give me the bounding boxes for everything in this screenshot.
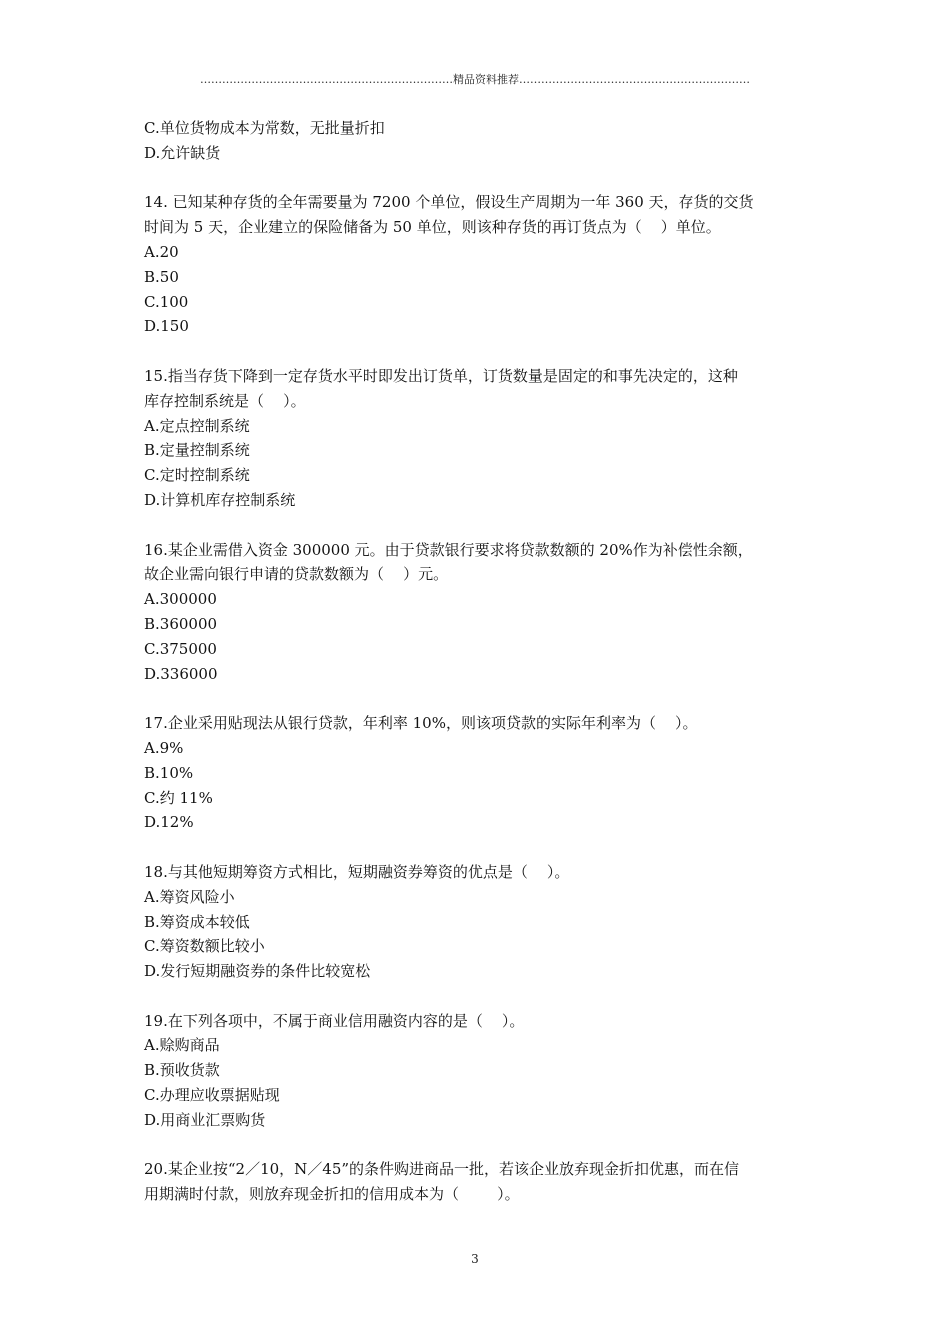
blank-line xyxy=(144,686,812,711)
blank-line xyxy=(144,339,812,364)
text-line: D.允许缺货 xyxy=(144,143,221,162)
text-line: 库存控制系统是（ ）。 xyxy=(144,391,306,410)
text-line: D.336000 xyxy=(144,664,218,683)
text-line: B.筹资成本较低 xyxy=(144,912,250,931)
text-line: D.计算机库存控制系统 xyxy=(144,490,296,509)
blank-line xyxy=(144,166,812,191)
text-line: C.375000 xyxy=(144,639,217,658)
text-line: C.筹资数额比较小 xyxy=(144,937,265,956)
text-line: A.300000 xyxy=(144,590,217,609)
page-number: 3 xyxy=(471,1252,479,1266)
page-header: ……………………………………………………………精品资料推荐……………………………………………………… xyxy=(200,73,750,86)
blank-line xyxy=(144,835,812,860)
text-line: B.预收货款 xyxy=(144,1061,220,1080)
text-line: A.9% xyxy=(144,738,184,757)
document-body xyxy=(144,116,812,1207)
text-line: 19.在下列各项中，不属于商业信用融资内容的是（ ）。 xyxy=(144,1011,525,1030)
text-line: D.发行短期融资券的条件比较宽松 xyxy=(144,962,371,981)
text-line: C.约 11% xyxy=(144,788,213,807)
blank-line xyxy=(144,984,812,1009)
text-line: D.用商业汇票购货 xyxy=(144,1110,266,1129)
text-line: 15.指当存货下降到一定存货水平时即发出订货单，订货数量是固定的和事先决定的，这种 xyxy=(144,366,738,385)
text-line: B.定量控制系统 xyxy=(144,441,250,460)
text-line: C.单位货物成本为常数，无批量折扣 xyxy=(144,119,385,137)
text-line: B.360000 xyxy=(144,614,218,633)
text-line: A.定点控制系统 xyxy=(144,416,250,435)
text-line: 14. 已知某种存货的全年需要量为 7200 个单位，假设生产周期为一年 360 天，存货的交货 xyxy=(144,193,754,212)
text-line: A.筹资风险小 xyxy=(144,887,235,906)
text-line: B.10% xyxy=(144,763,194,782)
text-line: A.赊购商品 xyxy=(144,1036,220,1055)
blank-line xyxy=(144,513,812,538)
text-line: 17.企业采用贴现法从银行贷款，年利率 10%，则该项贷款的实际年利率为（ ）。 xyxy=(144,714,698,733)
text-line: 18.与其他短期筹资方式相比，短期融资券筹资的优点是（ ）。 xyxy=(144,862,570,881)
text-line: C.100 xyxy=(144,292,189,311)
text-line: B.50 xyxy=(144,267,179,286)
text-line: D.12% xyxy=(144,813,194,832)
text-line: C.办理应收票据贴现 xyxy=(144,1086,280,1105)
text-line: A.20 xyxy=(144,242,179,261)
text-line: 16.某企业需借入资金 300000 元。由于贷款银行要求将贷款数额的 20%作为补偿性余额， xyxy=(144,540,753,559)
text-line: 时间为 5 天，企业建立的保险储备为 50 单位，则该种存货的再订货点为（ ）单位。 xyxy=(144,218,721,237)
text-line: 用期满时付款，则放弃现金折扣的信用成本为（ ）。 xyxy=(144,1185,520,1204)
blank-line xyxy=(144,1133,812,1158)
text-line: C.定时控制系统 xyxy=(144,466,250,485)
text-line: D.150 xyxy=(144,317,189,336)
text-line: 故企业需向银行申请的贷款数额为（ ）元。 xyxy=(144,565,449,584)
text-line: 20.某企业按“2／10，N／45”的条件购进商品一批，若该企业放弃现金折扣优惠，而在信 xyxy=(144,1160,740,1179)
